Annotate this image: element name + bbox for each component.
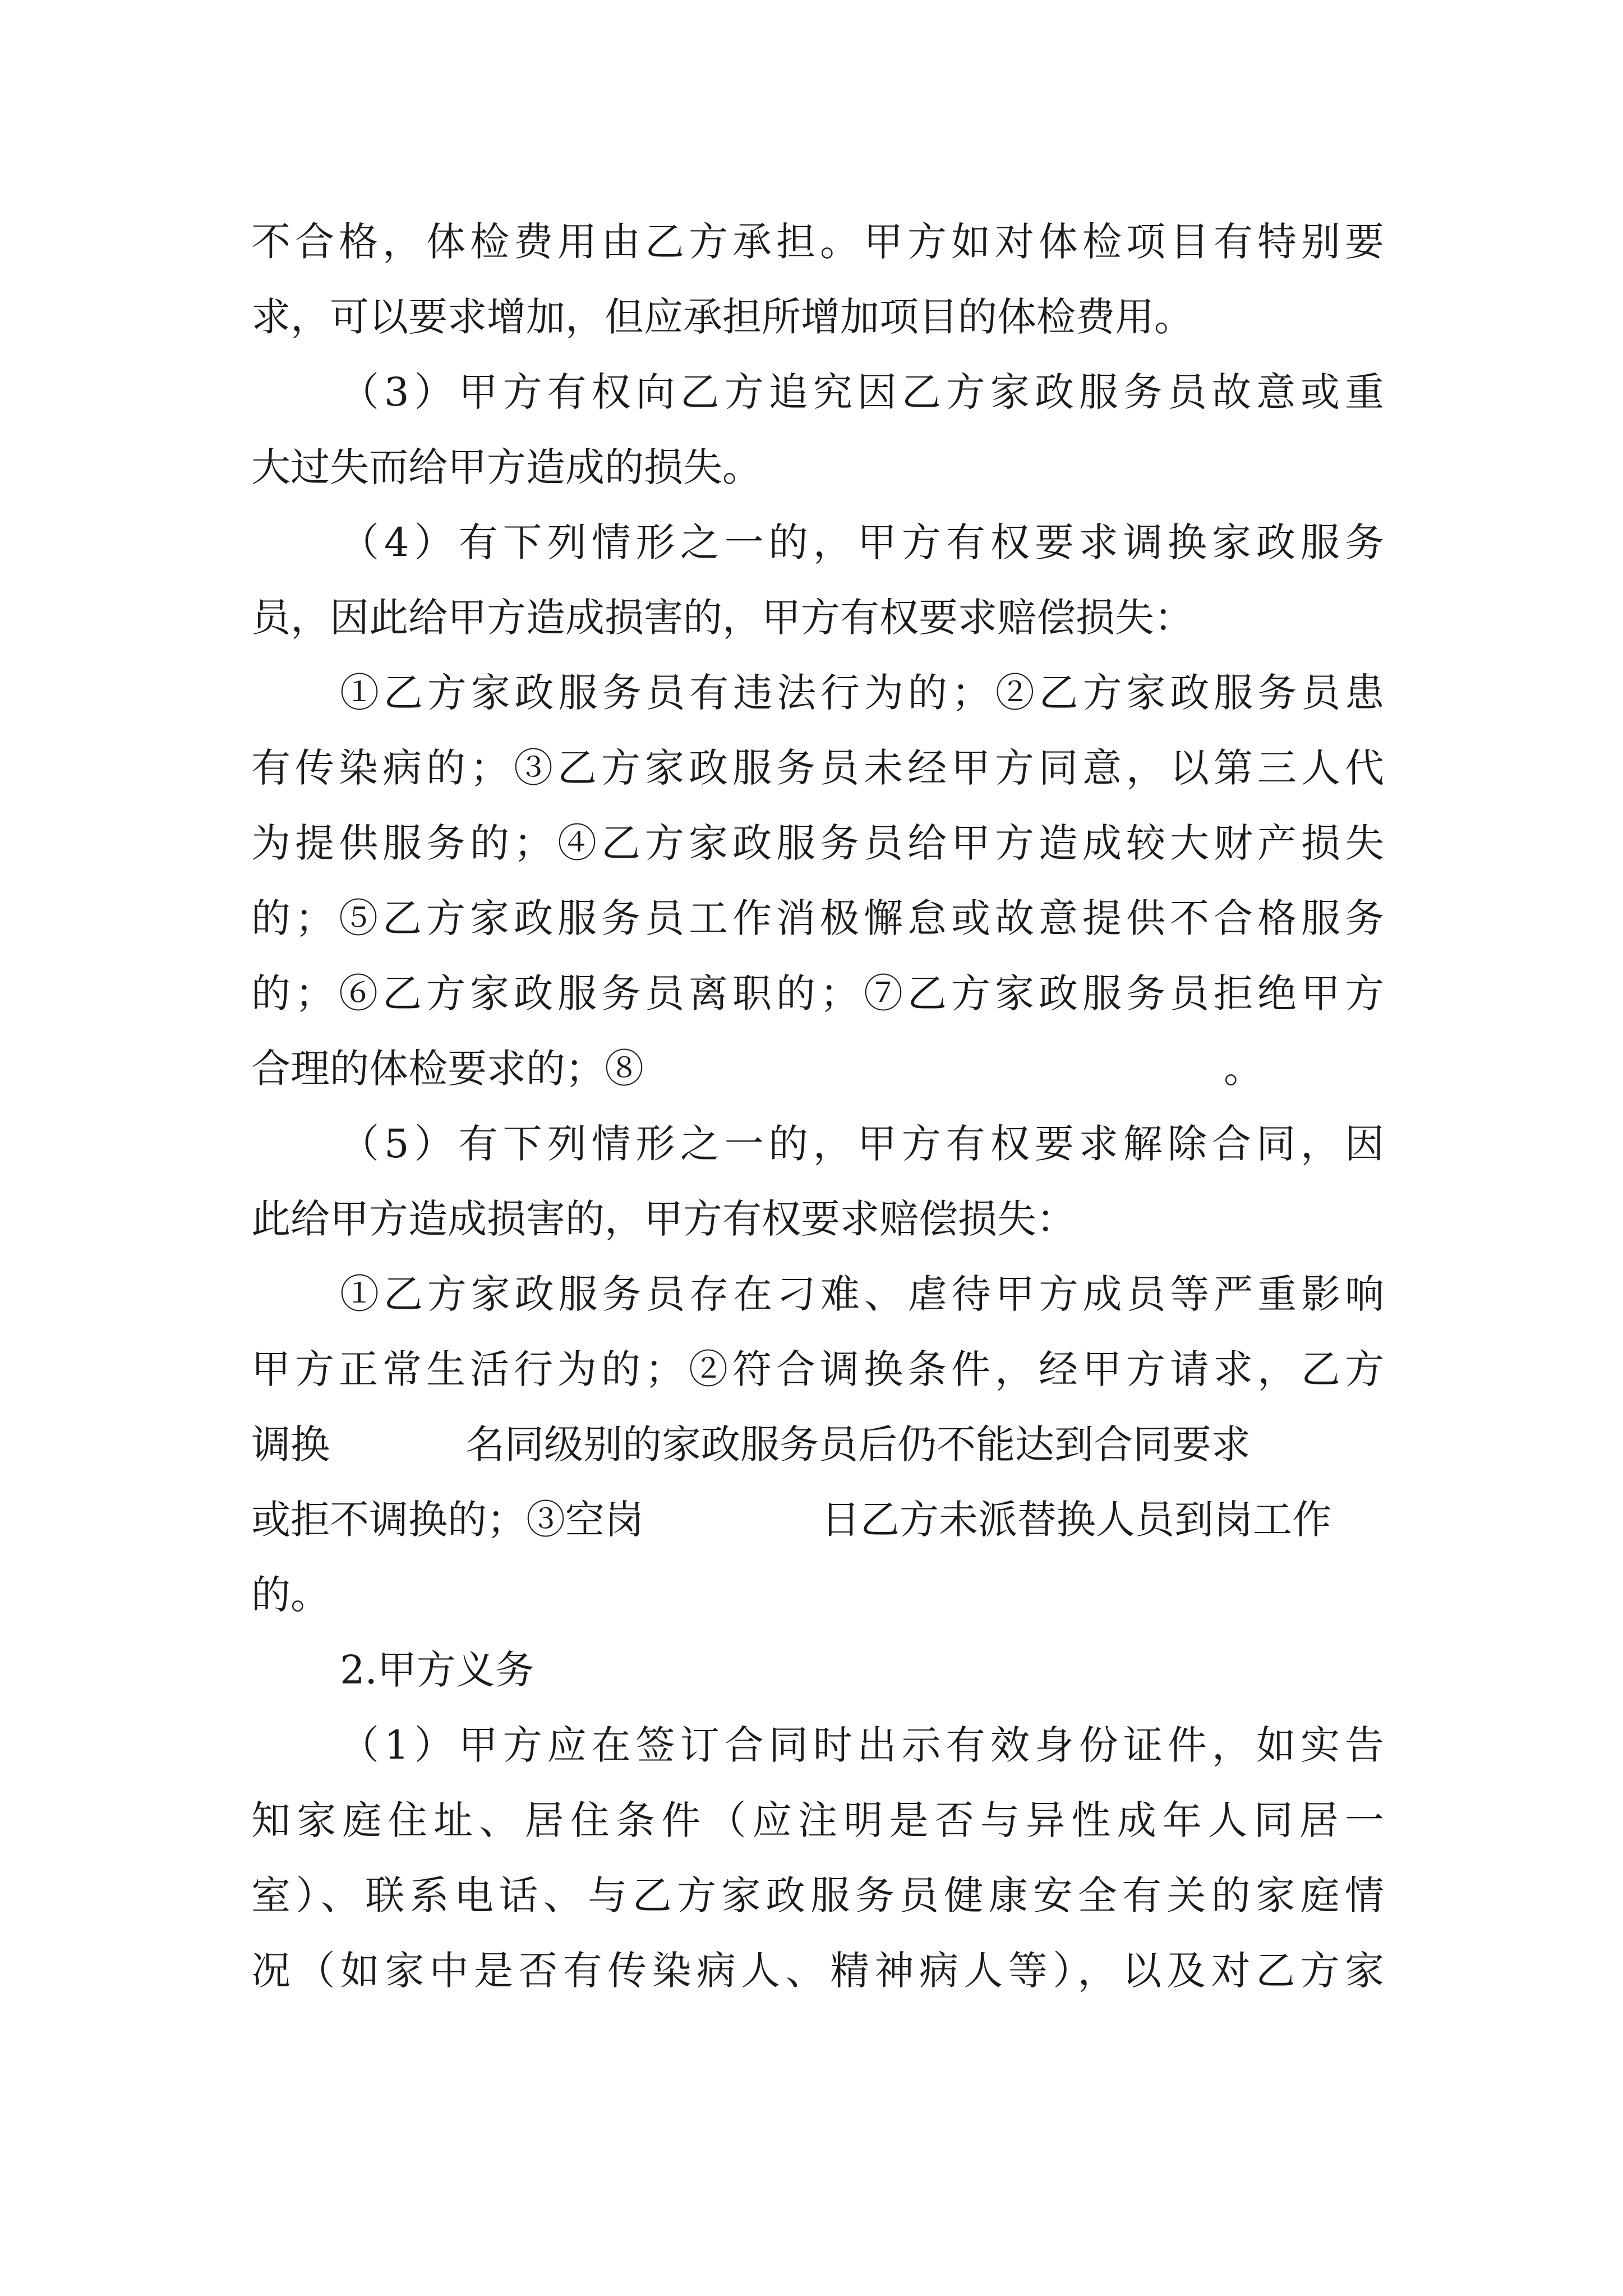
text-line: 况（如家中是否有传染病人、精神病人等），以及对乙方家 (251, 1948, 1384, 1994)
text-line: （4）有下列情形之一的，甲方有权要求调换家政服务 (340, 519, 1384, 565)
text-line: ①乙方家政服务员有违法行为的；②乙方家政服务员患 (340, 670, 1384, 716)
text-line: （3）甲方有权向乙方追究因乙方家政服务员故意或重 (340, 369, 1384, 415)
text-line: 甲方正常生活行为的；②符合调换条件，经甲方请求，乙方 (251, 1346, 1384, 1392)
text-line: 大过失而给甲方造成的损失。 (251, 444, 762, 490)
text-line: （1）甲方应在签订合同时出示有效身份证件，如实告 (340, 1722, 1384, 1768)
text-line: ①乙方家政服务员存在刁难、虐待甲方成员等严重影响 (340, 1271, 1384, 1317)
text-line: 的；⑥乙方家政服务员离职的；⑦乙方家政服务员拒绝甲方 (251, 970, 1384, 1016)
text-line: （5）有下列情形之一的，甲方有权要求解除合同，因 (340, 1121, 1384, 1167)
text-line: 的。 (251, 1572, 330, 1618)
text-line: 的；⑤乙方家政服务员工作消极懈怠或故意提供不合格服务 (251, 895, 1384, 941)
text-line: 知家庭住址、居住条件（应注明是否与异性成年人同居一 (251, 1797, 1384, 1843)
text-segment: 日乙方未派替换人员到岗工作 (821, 1497, 1331, 1543)
text-line: 室）、联系电话、与乙方家政服务员健康安全有关的家庭情 (251, 1872, 1384, 1918)
text-line: 员，因此给甲方造成损害的，甲方有权要求赔偿损失： (251, 595, 1193, 641)
text-line: 此给甲方造成损害的，甲方有权要求赔偿损失： (251, 1196, 1076, 1242)
text-segment: 调换 (251, 1421, 330, 1467)
text-segment: 名同级别的家政服务员后仍不能达到合同要求 (465, 1421, 1251, 1467)
text-segment: 或拒不调换的；③空岗 (251, 1497, 644, 1543)
text-line: 不合格，体检费用由乙方承担。甲方如对体检项目有特别要 (251, 219, 1384, 265)
text-line: 求，可以要求增加，但应承担所增加项目的体检费用。 (251, 294, 1193, 340)
text-line-with-blank (251, 1038, 1384, 1099)
text-line: 为提供服务的；④乙方家政服务员给甲方造成较大财产损失 (251, 820, 1384, 866)
text-segment: 。 (1224, 1046, 1263, 1092)
text-line-with-blank (251, 1414, 1384, 1475)
text-line: 有传染病的；③乙方家政服务员未经甲方同意，以第三人代 (251, 745, 1384, 791)
text-segment: 合理的体检要求的；⑧ (251, 1046, 644, 1092)
section-heading: 2.甲方义务 (340, 1647, 534, 1693)
text-line-with-blank (251, 1489, 1384, 1550)
